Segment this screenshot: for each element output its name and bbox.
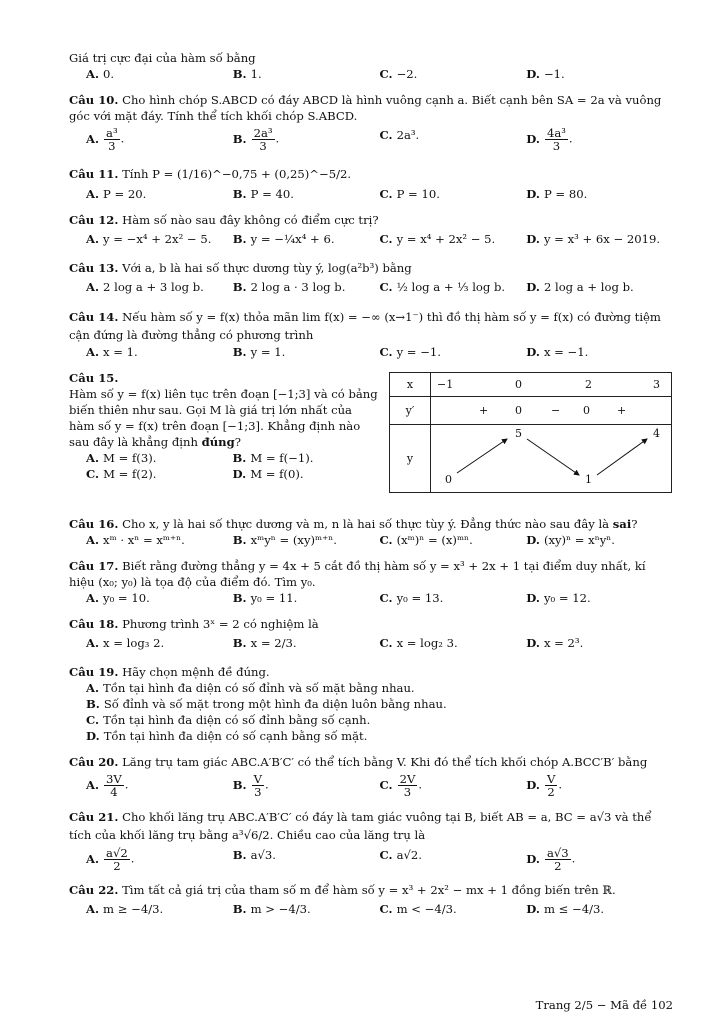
q9-a: 0. <box>103 67 115 81</box>
q20-answers: A. $\frac{3V}{4}$ . B. $\frac{V}{3}$ . C. $\frac{2V}{3}$ . D. $\frac{V}{2}$ . <box>86 772 562 799</box>
q14-text: Câu 14. Nếu hàm số y = f(x) thỏa mãn lim f(x) = −∞ (x→1⁻) thì đồ thị hàm số y = f(x) có đường tiệm cận đứng là đường thẳng có phương trình <box>69 310 661 342</box>
q21-text: Câu 21. Cho khối lăng trụ ABC.A′B′C′ có đáy là tam giác vuông tại B, biết AB = a, BC = a√3 và thể tích của khối lăng trụ bằng a³√6/2. Chiều cao của lăng trụ là <box>69 810 652 842</box>
q13-text: Câu 13. Với a, b là hai số thực dương tùy ý, log(a²b³) bằng <box>69 261 412 275</box>
q17-text: Câu 17. Biết rằng đường thẳng y = 4x + 5 cắt đồ thị hàm số y = x³ + 2x + 1 tại điểm duy nhất, kí hiệu (x₀; y₀) là tọa độ của điểm đó. Tìm y₀. <box>69 559 646 589</box>
q9-text: Giá trị cực đại của hàm số bằng <box>69 51 256 65</box>
q17-answers: A. y₀ = 10. B. y₀ = 11. C. y₀ = 13. D. y₀ = 12. <box>86 591 591 605</box>
q9-c: −2. <box>396 67 418 81</box>
q11-answers: A. P = 20. B. P = 40. C. P = 10. D. P = 80. <box>86 187 588 201</box>
variation-table: x −1 0 2 3 y′ + 0 − 0 + y 0 5 1 4 <box>389 372 672 493</box>
q10-d: $\frac{\text{4a³}}{3}$ <box>546 126 566 153</box>
q22-answers: A. m ≥ −4/3. B. m > −4/3. C. m < −4/3. D. m ≤ −4/3. <box>86 902 605 916</box>
q12-text: Câu 12. Hàm số nào sau đây không có điểm cực trị? <box>69 213 379 227</box>
q10-c: 2a³. <box>396 128 420 142</box>
q9-b: 1. <box>250 67 262 81</box>
page-footer: Trang 2/5 − Mã đề 102 <box>535 998 673 1012</box>
q19-answers: A. Tồn tại hình đa diện có số đỉnh và số mặt bằng nhau. B. Số đỉnh và số mặt trong một hình đa diện luôn bằng nhau. C. Tồn tại hình đa diện có số đỉnh bằng số cạnh. D. Tồn tại hình đa diện có số cạnh bằng số mặt. <box>86 681 447 743</box>
q15-label: Câu 15. <box>69 371 119 385</box>
q21-answers: A. $\frac{a√2}{2}$ . B. a√3. C. a√2. D. $\frac{a√3}{2}$ . <box>86 846 576 873</box>
q10-answers: A. $\frac{\text{a³}}{3}$ . B. $\frac{\text{2a³}}{3}$ . C. 2a³. D. $\frac{\text{4a³}}{3}$ . <box>86 126 573 153</box>
q19-text: Câu 19. Hãy chọn mệnh đề đúng. <box>69 665 270 679</box>
q9-answers: A. 0. B. 1. C. −2. D. −1. <box>86 67 565 81</box>
q18-text: Câu 18. Phương trình 3ˣ = 2 có nghiệm là <box>69 617 319 631</box>
q13-answers: A. 2 log a + 3 log b. B. 2 log a · 3 log b. C. ½ log a + ⅓ log b. D. 2 log a + log b. <box>86 280 634 294</box>
q22-text: Câu 22. Tìm tất cả giá trị của tham số m để hàm số y = x³ + 2x² − mx + 1 đồng biến trên ℝ. <box>69 883 616 897</box>
q14-answers: A. x = 1. B. y = 1. C. y = −1. D. x = −1. <box>86 345 589 359</box>
q15-block: Câu 15. Hàm số y = f(x) liên tục trên đoạn [−1;3] và có bảng biến thiên như sau. Gọi M là giá trị lớn nhất của hàm số y = f(x) trên đoạn [−1;3]. Khẳng định nào sau đây là khẳng định đúng? A. M = f(3). B. M = f(−1). C. M = f(2). D. M = f(0). x −1 0 2 3 y′ + 0 − 0 + y 0 5 1 4 <box>69 370 673 510</box>
q10-a: $\frac{\text{a³}}{3}$ <box>106 126 118 153</box>
q15-text: Hàm số y = f(x) liên tục trên đoạn [−1;3] và có bảng biến thiên như sau. Gọi M là giá trị lớn nhất của hàm số y = f(x) trên đoạn [−1;3]. Khẳng định nào sau đây là khẳng định đúng? <box>69 387 378 449</box>
q10-text: Câu 10. Cho hình chóp S.ABCD có đáy ABCD là hình vuông cạnh a. Biết cạnh bên SA = 2a và vuông góc với mặt đáy. Tính thể tích khối chóp S.ABCD. <box>69 93 662 123</box>
q16-answers: A. xᵐ · xⁿ = xᵐ⁺ⁿ. B. xᵐyⁿ = (xy)ᵐ⁺ⁿ. C. (xᵐ)ⁿ = (x)ᵐⁿ. D. (xy)ⁿ = xⁿyⁿ. <box>86 533 615 547</box>
q11-text: Câu 11. Tính P = (1/16)^−0,75 + (0,25)^−5/2. <box>69 167 352 181</box>
q18-answers: A. x = log₃ 2. B. x = 2/3. C. x = log₂ 3. D. x = 2³. <box>86 636 584 650</box>
q16-text: Câu 16. Cho x, y là hai số thực dương và m, n là hai số thực tùy ý. Đẳng thức nào sau đây là sai? <box>69 517 638 531</box>
q20-text: Câu 20. Lăng trụ tam giác ABC.A′B′C′ có thể tích bằng V. Khi đó thể tích khối chóp A.BCC′B′ bằng <box>69 755 648 769</box>
variation-arrows <box>431 425 671 493</box>
exam-page <box>69 50 673 920</box>
q9-d: −1. <box>543 67 565 81</box>
q12-answers: A. y = −x⁴ + 2x² − 5. B. y = −¼x⁴ + 6. C. y = x⁴ + 2x² − 5. D. y = x³ + 6x − 2019. <box>86 232 661 246</box>
q10-b: $\frac{\text{2a³}}{3}$ <box>253 126 273 153</box>
